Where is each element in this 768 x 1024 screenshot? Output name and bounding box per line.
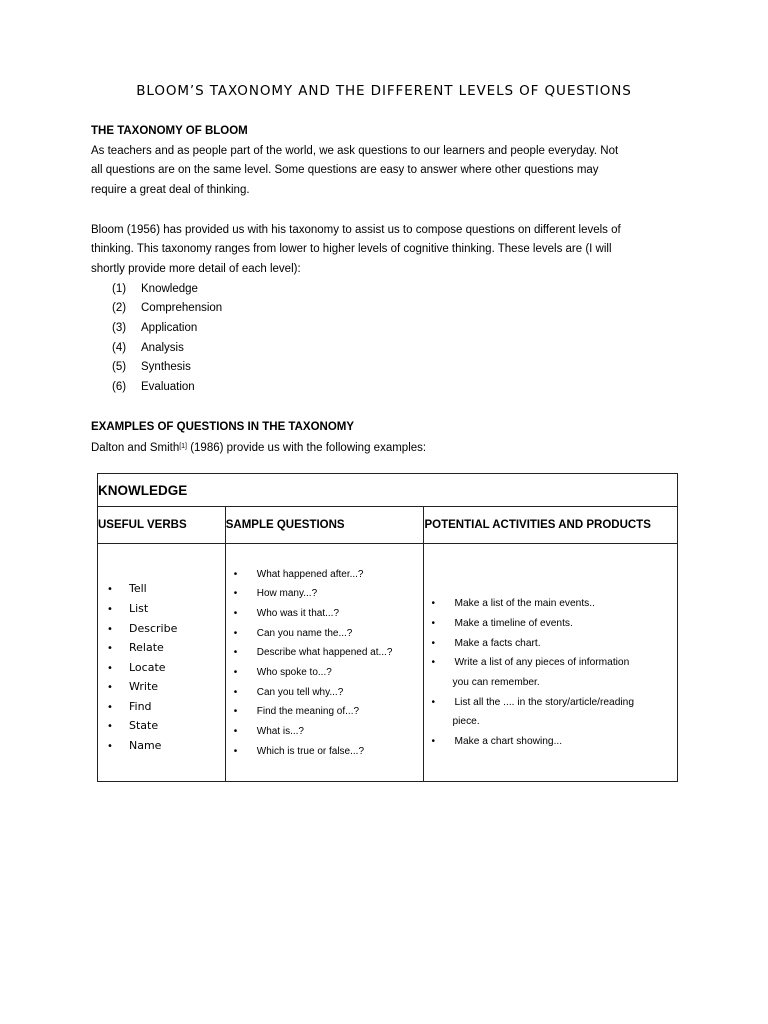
bullet-icon: • — [233, 588, 238, 600]
list-item — [234, 588, 424, 608]
intro-text: Dalton and Smith — [91, 442, 180, 455]
bullet-icon: • — [431, 637, 435, 649]
question-text: Can you name the...? — [256, 627, 353, 639]
verb-text: Locate — [129, 660, 166, 674]
paragraph-line: all questions are on the same level. Some questions are easy to answer where other questions may — [91, 164, 599, 177]
bullet-icon: • — [233, 627, 238, 639]
list-item — [107, 622, 225, 642]
level-label: Application — [141, 322, 198, 335]
list-item — [107, 719, 225, 739]
question-text: Find the meaning of...? — [256, 706, 360, 718]
question-text: Can you tell why...? — [256, 686, 344, 698]
bullet-icon: • — [233, 667, 238, 678]
list-item — [431, 736, 677, 756]
bullet-icon: • — [431, 657, 435, 669]
paragraph-gap — [91, 201, 681, 221]
paragraph-gap — [91, 398, 681, 418]
examples-intro — [91, 437, 681, 459]
verb-text: Describe — [129, 621, 178, 635]
verbs-list — [107, 582, 225, 758]
verb-text: Tell — [129, 582, 147, 596]
list-item — [107, 661, 225, 681]
table-title-row — [98, 474, 678, 507]
question-text: Describe what happened at...? — [256, 647, 393, 659]
column-header-questions: SAMPLE QUESTIONS — [225, 507, 424, 544]
level-label: Synthesis — [141, 361, 191, 374]
levels-list — [91, 280, 681, 398]
verb-text: Relate — [129, 641, 164, 655]
paragraph-line: As teachers and as people part of the world, we ask questions to our learners and people everyday. Not — [91, 144, 619, 157]
level-item — [112, 319, 681, 339]
activity-text: Make a chart showing... — [454, 736, 563, 748]
bullet-icon: • — [107, 741, 113, 753]
bullet-icon: • — [107, 682, 113, 694]
question-text: What is...? — [256, 726, 304, 738]
level-item — [112, 339, 681, 359]
list-item — [107, 739, 225, 759]
bullet-icon: • — [233, 726, 238, 738]
activity-text: Write a list of any pieces of information — [454, 657, 630, 669]
level-label: Evaluation — [141, 381, 195, 394]
list-item — [234, 628, 424, 648]
verb-text: Write — [129, 680, 159, 694]
verb-text: Name — [129, 739, 162, 753]
bullet-icon: • — [233, 568, 238, 580]
list-item — [234, 667, 424, 687]
verbs-cell — [98, 544, 226, 782]
paragraph-line: Bloom (1956) has provided us with his taxonomy to assist us to compose questions on different levels of — [91, 223, 621, 236]
list-item — [431, 697, 677, 717]
list-item — [234, 746, 424, 766]
level-label: Comprehension — [141, 302, 223, 315]
bullet-icon: • — [107, 584, 113, 596]
section-heading-taxonomy: THE TAXONOMY OF BLOOM — [91, 125, 248, 137]
paragraph-line: thinking. This taxonomy ranges from lower to higher levels of cognitive thinking. These levels are (I will — [91, 243, 612, 256]
level-number: (5) — [112, 361, 127, 374]
bullet-icon: • — [107, 721, 113, 733]
list-item — [107, 700, 225, 720]
question-text: Who spoke to...? — [256, 667, 332, 678]
activities-list — [431, 598, 677, 756]
bullet-icon: • — [233, 706, 238, 718]
table-header-row — [98, 507, 678, 544]
list-item — [234, 726, 424, 746]
bloom-paragraph — [91, 221, 681, 280]
question-text: What happened after...? — [256, 568, 364, 580]
question-text: Which is true or false...? — [256, 745, 365, 757]
bullet-icon: • — [107, 623, 113, 635]
level-number: (2) — [112, 302, 127, 315]
bullet-icon: • — [431, 617, 435, 629]
level-item — [112, 358, 681, 378]
question-text: How many...? — [256, 588, 318, 600]
level-item — [112, 378, 681, 398]
activities-cell — [424, 544, 678, 782]
questions-list — [234, 569, 424, 766]
list-item — [234, 687, 424, 707]
list-item — [234, 569, 424, 589]
bullet-icon: • — [431, 736, 435, 748]
bullet-icon: • — [107, 603, 113, 615]
list-item — [107, 641, 225, 661]
bullet-icon: • — [233, 607, 238, 619]
activity-continuation: you can remember. — [452, 677, 540, 688]
list-item — [234, 608, 424, 628]
bullet-icon: • — [107, 701, 113, 713]
intro-text: (1986) provide us with the following examples: — [187, 442, 427, 455]
page-title: BLOOM’S TAXONOMY AND THE DIFFERENT LEVELS OF QUESTIONS — [136, 83, 632, 99]
bullet-icon: • — [233, 686, 238, 698]
footnote-link[interactable]: [1] — [179, 443, 188, 451]
bullet-icon: • — [233, 745, 238, 757]
bullet-icon: • — [431, 696, 435, 708]
bullet-icon: • — [107, 643, 113, 655]
column-header-activities: POTENTIAL ACTIVITIES AND PRODUCTS — [424, 507, 678, 544]
bullet-icon: • — [107, 662, 113, 674]
list-item — [107, 582, 225, 602]
level-number: (4) — [112, 341, 127, 354]
bullet-icon: • — [431, 598, 435, 610]
activity-text: List all the .... in the story/article/reading — [454, 696, 634, 708]
list-item — [234, 706, 424, 726]
verb-text: List — [129, 601, 149, 615]
intro-paragraph — [91, 142, 681, 201]
list-item — [107, 602, 225, 622]
questions-cell — [225, 544, 424, 782]
table-title: KNOWLEDGE — [98, 474, 678, 507]
list-item — [234, 647, 424, 667]
list-item — [431, 657, 677, 677]
activity-continuation: piece. — [452, 716, 480, 728]
activity-text: Make a facts chart. — [454, 637, 541, 649]
paragraph-line: shortly provide more detail of each level): — [91, 262, 301, 275]
verb-text: Find — [129, 699, 152, 713]
knowledge-table — [97, 473, 678, 782]
table-row — [98, 544, 678, 782]
verb-text: State — [129, 719, 159, 733]
level-label: Analysis — [141, 341, 184, 354]
level-item — [112, 299, 681, 319]
column-header-verbs: USEFUL VERBS — [98, 507, 226, 544]
level-number: (1) — [112, 282, 127, 295]
list-item — [431, 618, 677, 638]
question-text: Who was it that...? — [256, 607, 340, 619]
activity-text: Make a list of the main events.. — [454, 598, 595, 610]
activity-text: Make a timeline of events. — [454, 617, 573, 629]
level-number: (6) — [112, 381, 127, 394]
list-item — [431, 638, 677, 658]
paragraph-line: require a great deal of thinking. — [91, 184, 250, 197]
level-item — [112, 280, 681, 300]
document-body — [91, 122, 681, 459]
section-heading-examples: EXAMPLES OF QUESTIONS IN THE TAXONOMY — [91, 420, 355, 433]
list-item — [431, 598, 677, 618]
list-item — [107, 680, 225, 700]
level-number: (3) — [112, 322, 127, 335]
bullet-icon: • — [233, 647, 238, 659]
level-label: Knowledge — [141, 282, 198, 295]
